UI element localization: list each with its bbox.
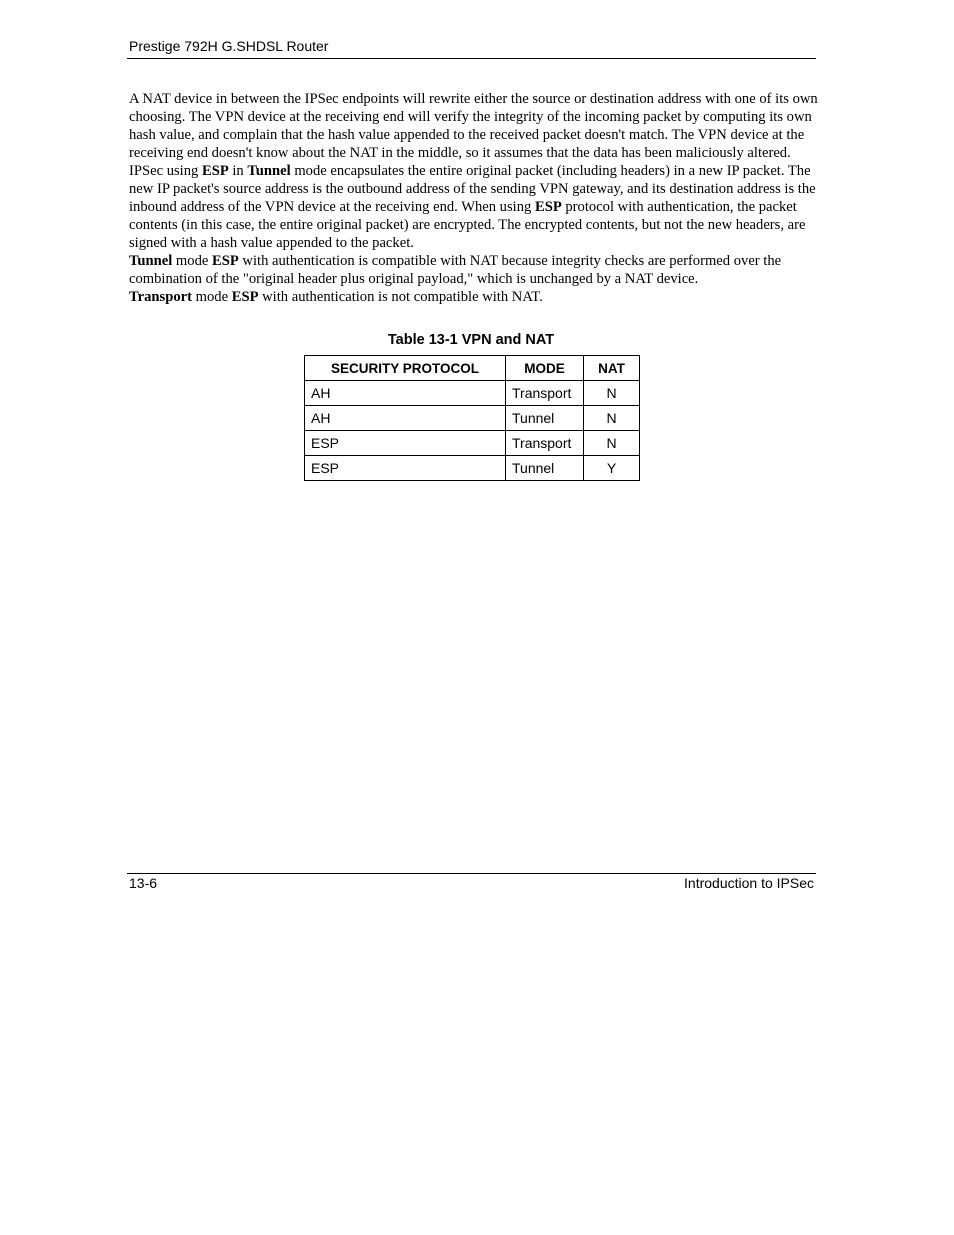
column-header-mode: MODE [506,356,584,381]
cell-nat: N [584,381,640,406]
cell-mode: Transport [506,381,584,406]
text-run: mode [191,289,232,305]
column-header-nat: NAT [584,356,640,381]
bold-term: ESP [212,253,239,269]
bold-term: Tunnel [247,163,291,179]
text-run: in [228,163,248,179]
text-run: mode encapsulates the entire original packet (including headers) in a new IP packet. The new IP packet's source address is the outbound address of the sending VPN gateway, and its destination address is the inbound address of the VPN device at the receiving end. When using [129,163,816,215]
section-title: Introduction to IPSec [684,875,814,891]
text-run: mode [172,253,213,269]
table-caption: Table 13-1 VPN and NAT [387,332,555,348]
cell-mode: Tunnel [506,456,584,481]
paragraph-esp-tunnel [129,162,819,252]
table-row [305,431,640,456]
cell-nat: N [584,406,640,431]
page-header [129,38,816,55]
cell-protocol: ESP [305,431,506,456]
bold-term: Transport [129,289,192,305]
paragraph-nat-rewrite: A NAT device in between the IPSec endpoints will rewrite either the source or destination address with one of its own choosing. The VPN device at the receiving end will verify the integrity of the incoming packet by computing its own hash value, and complain that the hash value appended to the received packet doesn't match. The VPN device at the receiving end doesn't know about the NAT in the middle, so it assumes that the data has been maliciously altered. [129,91,818,161]
page-footer [129,875,814,892]
bold-term: ESP [231,289,259,305]
paragraph-tunnel-compatible [129,252,819,288]
document-title: Prestige 792H G.SHDSL Router [129,38,329,54]
cell-protocol: AH [305,406,506,431]
text-run: with authentication is not compatible with NAT. [258,289,543,305]
column-header-security-protocol: SECURITY PROTOCOL [305,356,506,381]
table-row [305,406,640,431]
table-row [305,381,640,406]
vpn-nat-table [304,355,640,481]
body-text [129,90,819,306]
bold-term: Tunnel [129,253,173,269]
table-header-row [305,356,640,381]
text-run: with authentication is compatible with NAT because integrity checks are performed over the combination of the "original header plus original payload," which is unchanged by a NAT device. [129,253,782,287]
cell-nat: Y [584,456,640,481]
page-number: 13-6 [129,875,158,891]
cell-nat: N [584,431,640,456]
bold-term: ESP [534,199,562,215]
cell-mode: Transport [506,431,584,456]
bold-term: ESP [201,163,229,179]
table-row [305,456,640,481]
text-run: IPSec using [129,163,202,179]
paragraph-transport-incompatible [129,288,819,306]
cell-protocol: ESP [305,456,506,481]
footer-rule [127,873,816,874]
text-run: protocol with authentication, the packet contents (in this case, the entire original packet) are encrypted. The encrypted contents, but not the new headers, are signed with a hash value appended to the packet. [129,199,806,251]
cell-mode: Tunnel [506,406,584,431]
header-rule [127,58,816,59]
cell-protocol: AH [305,381,506,406]
